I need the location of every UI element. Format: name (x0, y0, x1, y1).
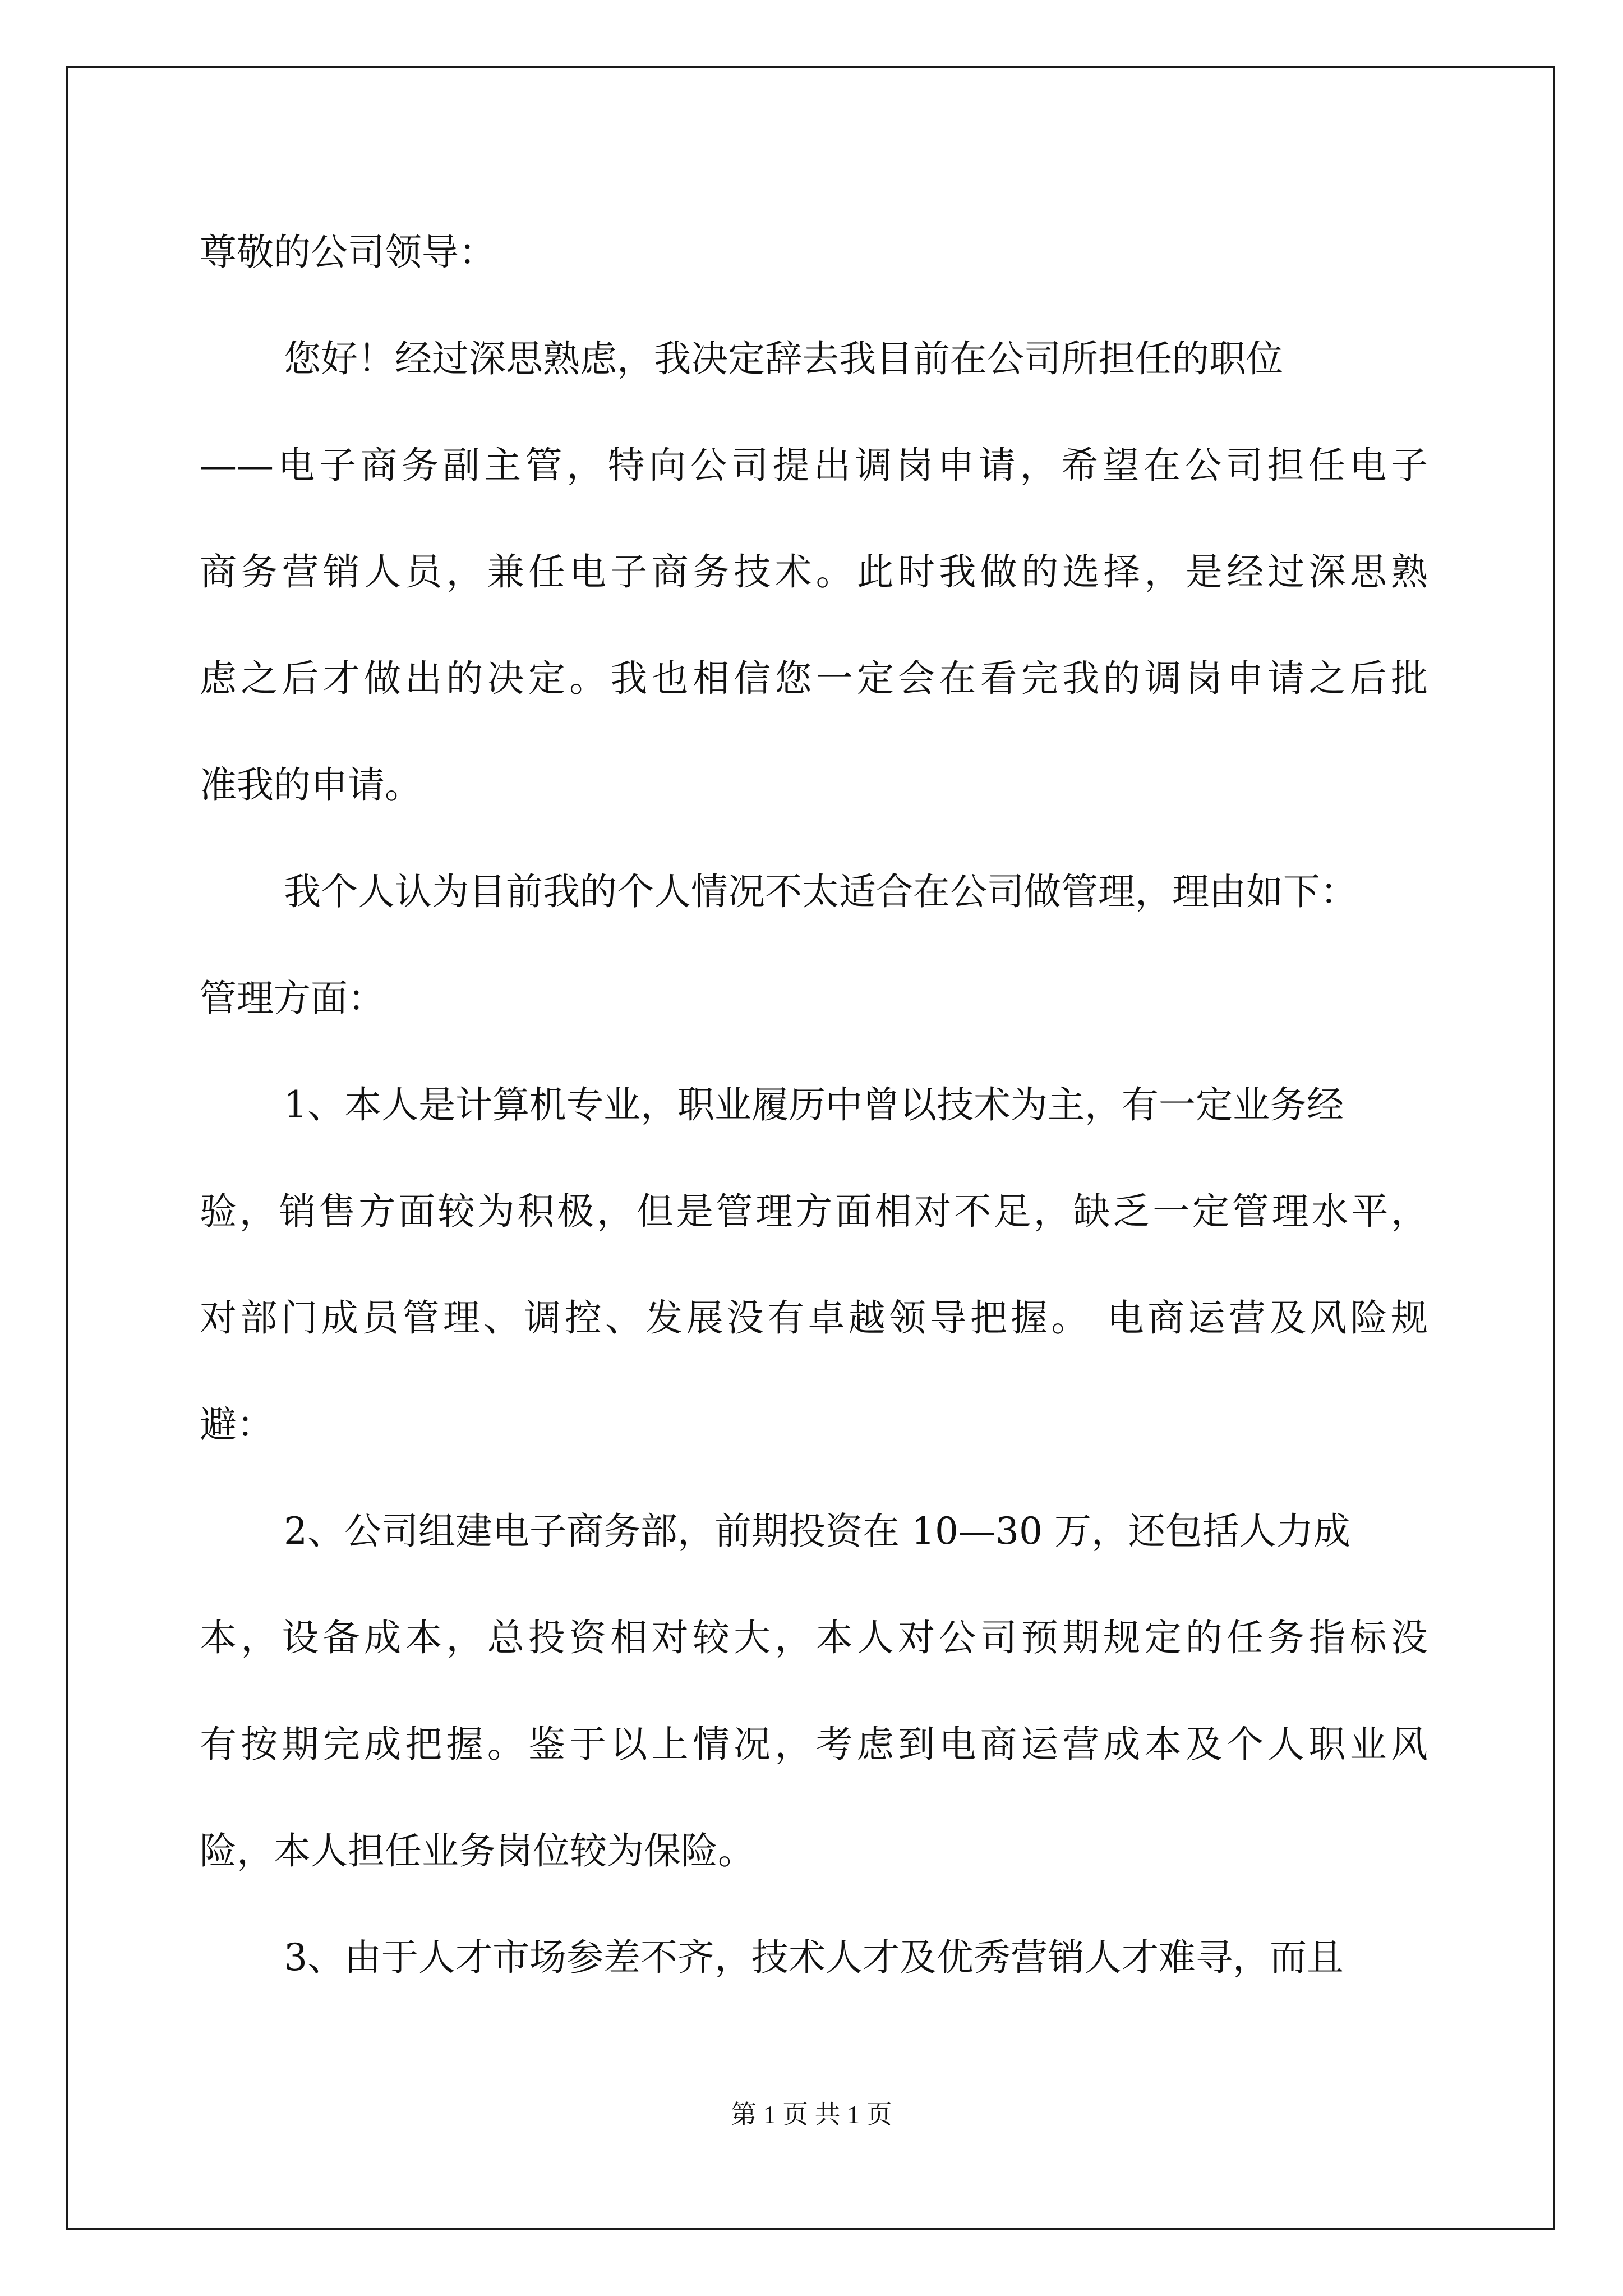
salutation: 尊敬的公司领导： (200, 231, 496, 274)
paragraph-line: 验，销售方面较为积极，但是管理方面相对不足，缺乏一定管理水平， (200, 1190, 1428, 1233)
paragraph-line: ——电子商务副主管，特向公司提出调岗申请，希望在公司担任电子 (200, 444, 1428, 487)
paragraph-line: 对部门成员管理、调控、发展没有卓越领导把握。 电商运营及风险规 (200, 1296, 1428, 1340)
section-heading: 管理方面： (200, 977, 385, 1020)
paragraph-line: 1、本人是计算机专业，职业履历中曾以技术为主，有一定业务经 (284, 1083, 1344, 1126)
paragraph-line: 2、公司组建电子商务部，前期投资在 10—30 万，还包括人力成 (284, 1510, 1350, 1553)
paragraph-line: 我个人认为目前我的个人情况不太适合在公司做管理，理由如下： (284, 870, 1357, 913)
paragraph-line: 3、由于人才市场参差不齐，技术人才及优秀营销人才难寻，而且 (284, 1936, 1344, 1979)
paragraph-line: 本，设备成本，总投资相对较大，本人对公司预期规定的任务指标没 (200, 1616, 1428, 1659)
paragraph-line: 您好！经过深思熟虑，我决定辞去我目前在公司所担任的职位 (284, 337, 1283, 380)
page-border (66, 66, 1555, 2230)
paragraph-line: 有按期完成把握。鉴于以上情况，考虑到电商运营成本及个人职业风 (200, 1723, 1428, 1766)
paragraph-line: 险，本人担任业务岗位较为保险。 (200, 1829, 755, 1872)
page-footer: 第 1 页 共 1 页 (731, 2100, 892, 2129)
paragraph-line: 避： (200, 1403, 274, 1446)
paragraph-line: 商务营销人员，兼任电子商务技术。此时我做的选择，是经过深思熟 (200, 550, 1428, 593)
paragraph-line: 虑之后才做出的决定。我也相信您一定会在看完我的调岗申请之后批 (200, 657, 1428, 700)
paragraph-line: 准我的申请。 (200, 763, 422, 807)
